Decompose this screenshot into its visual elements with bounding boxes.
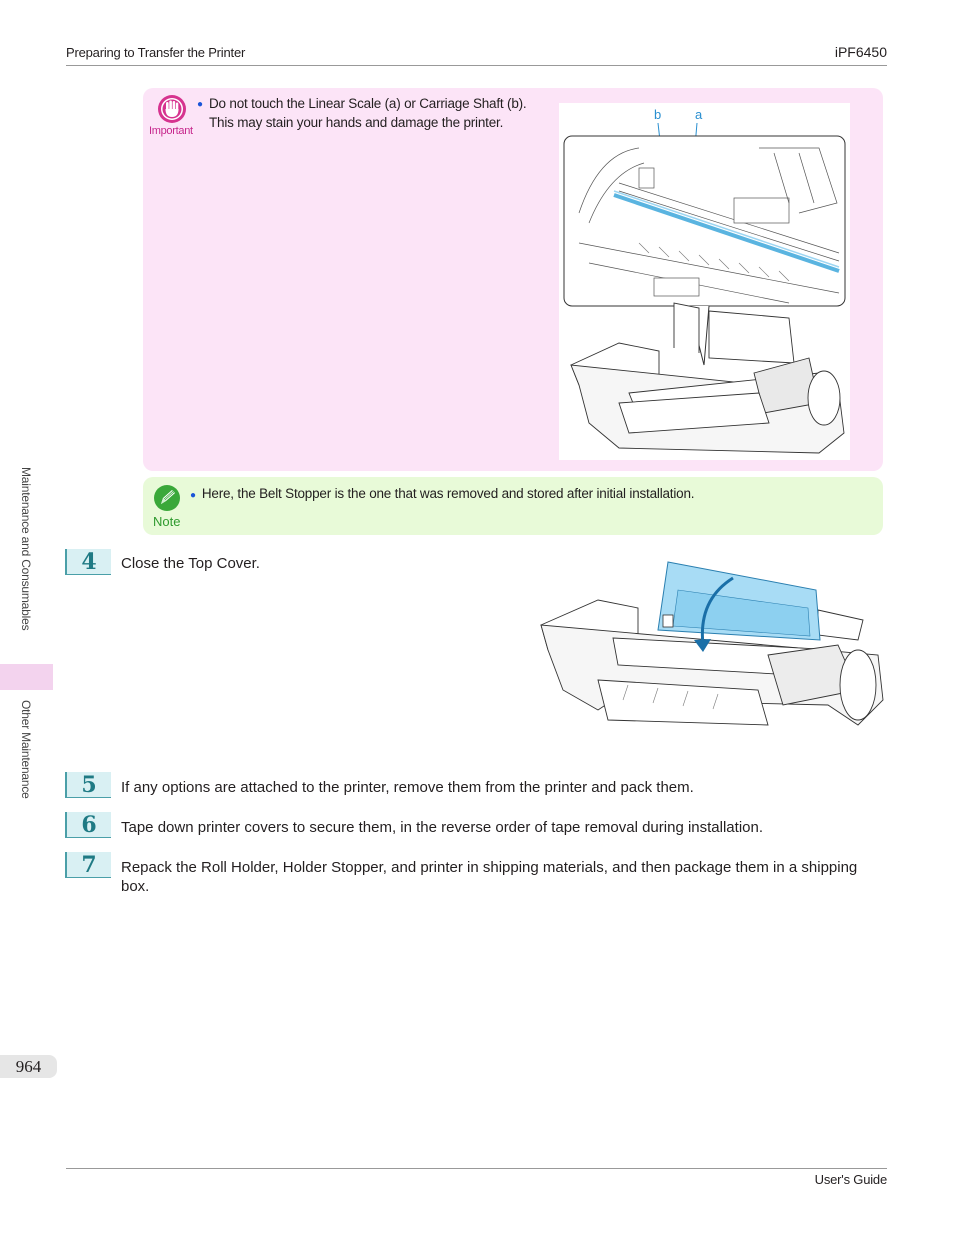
note-text-row [190,486,694,501]
header-divider [66,65,887,66]
callout-b: b [654,107,662,122]
important-text [197,94,547,132]
page-number: 964 [0,1055,57,1078]
callout-a: a [695,107,703,122]
step-text-5: If any options are attached to the printer, remove them from the printer and pack them. [121,779,694,796]
important-line-2: This may stain your hands and damage the printer. [209,115,504,130]
step-number-7: 7 [65,852,111,878]
footer-divider [66,1168,887,1169]
note-text: Here, the Belt Stopper is the one that was removed and stored after initial installation. [201,486,695,501]
sidebar-chapter-label: Maintenance and Consumables [19,467,33,631]
step-number-6: 6 [65,812,111,838]
important-line-1: Do not touch the Linear Scale (a) or Carriage Shaft (b). [209,96,527,111]
sidebar-section-label: Other Maintenance [19,700,33,799]
step-text-4: Close the Top Cover. [121,555,260,572]
note-label: Note [153,514,181,529]
bullet-icon: ● [190,490,196,501]
step-text-6: Tape down printer covers to secure them, in the reverse order of tape removal during installation. [121,819,763,836]
hand-stop-icon [157,94,187,124]
pencil-note-icon [153,484,181,512]
bullet-icon: ● [197,99,203,110]
step-number-4: 4 [65,549,111,575]
close-top-cover-illustration [538,560,886,750]
step-number-5: 5 [65,772,111,798]
note-box [143,477,883,535]
header-model: iPF6450 [834,44,887,60]
important-box [143,88,883,471]
header-section-title: Preparing to Transfer the Printer [66,45,246,60]
linear-scale-illustration [559,103,850,460]
step-text-7: Repack the Roll Holder, Holder Stopper, and printer in shipping materials, and then package them in a shipping box. [121,859,858,895]
important-label: Important [149,125,193,137]
sidebar-section-tab [0,664,53,690]
footer-guide-title: User's Guide [814,1172,887,1187]
